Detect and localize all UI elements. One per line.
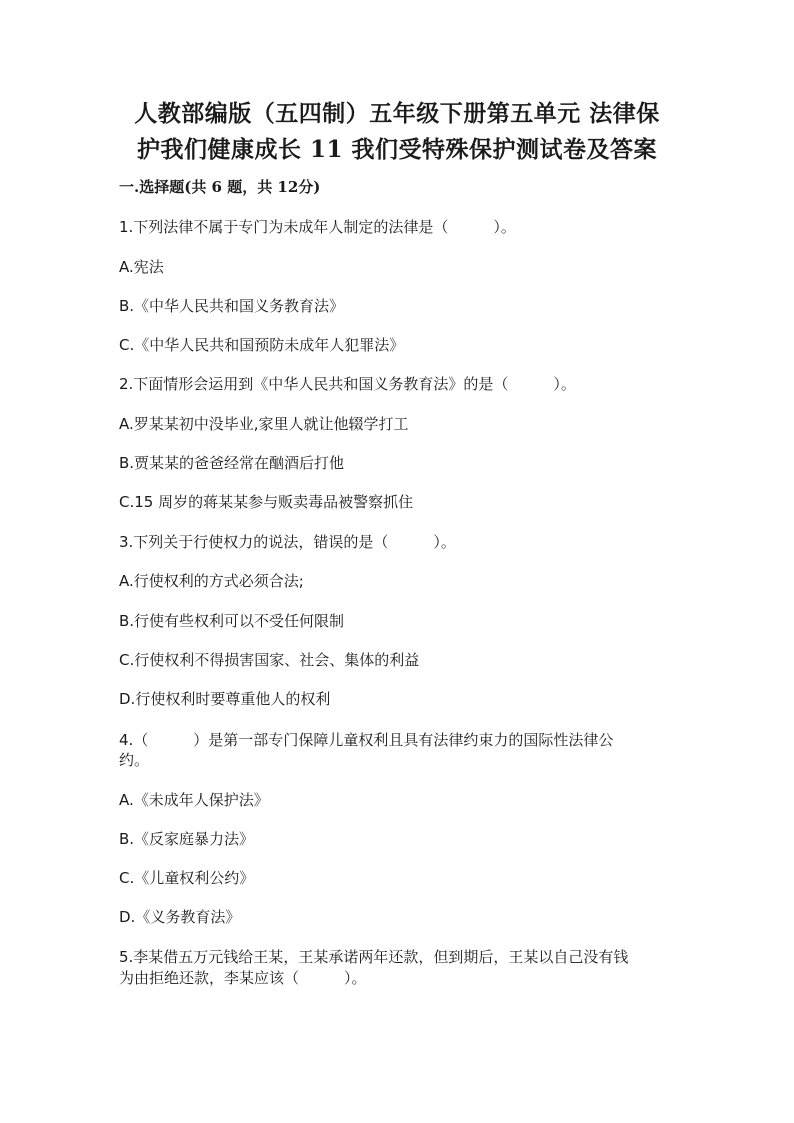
question-1-stem: 1.下列法律不属于专门为未成年人制定的法律是（ ）。: [119, 218, 516, 236]
document-title: [100, 96, 694, 168]
question-4-option-b: B.《反家庭暴力法》: [119, 830, 255, 848]
question-5-stem-line-2: 为由拒绝还款，李某应该（ ）。: [119, 969, 367, 987]
question-4-option-a: A.《未成年人保护法》: [119, 791, 269, 809]
question-2-option-c: C.15 周岁的蒋某某参与贩卖毒品被警察抓住: [119, 493, 414, 511]
question-2-stem: 2.下面情形会运用到《中华人民共和国义务教育法》的是（ ）。: [119, 375, 576, 393]
question-2-option-b: B.贾某某的爸爸经常在酗酒后打他: [119, 454, 345, 472]
section-heading: 一.选择题(共 6 题，共 12分): [119, 178, 321, 196]
question-5-stem-line-1: 5.李某借五万元钱给王某，王某承诺两年还款，但到期后，王某以自己没有钱: [119, 948, 629, 966]
question-3-option-d: D.行使权利时要尊重他人的权利: [119, 690, 331, 708]
question-3-option-b: B.行使有些权利可以不受任何限制: [119, 612, 345, 630]
question-1-option-b: B.《中华人民共和国义务教育法》: [119, 297, 345, 315]
question-2-option-a: A.罗某某初中没毕业,家里人就让他辍学打工: [119, 415, 409, 433]
question-3-option-a: A.行使权利的方式必须合法;: [119, 572, 304, 590]
question-4-option-c: C.《儿童权利公约》: [119, 869, 255, 887]
title-line-1: 人教部编版（五四制）五年级下册第五单元 法律保: [134, 100, 660, 127]
question-4-option-d: D.《义务教育法》: [119, 908, 241, 926]
question-4-stem-line-1: 4.（ ）是第一部专门保障儿童权利且具有法律约束力的国际性法律公: [119, 731, 614, 749]
question-4-stem-line-2: 约。: [119, 751, 150, 769]
question-3-option-c: C.行使权利不得损害国家、社会、集体的利益: [119, 651, 420, 669]
question-1-option-a: A.宪法: [119, 258, 164, 276]
title-line-2: 护我们健康成长 11 我们受特殊保护测试卷及答案: [136, 136, 658, 163]
question-1-option-c: C.《中华人民共和国预防未成年人犯罪法》: [119, 336, 405, 354]
question-3-stem: 3.下列关于行使权力的说法，错误的是（ ）。: [119, 533, 456, 551]
